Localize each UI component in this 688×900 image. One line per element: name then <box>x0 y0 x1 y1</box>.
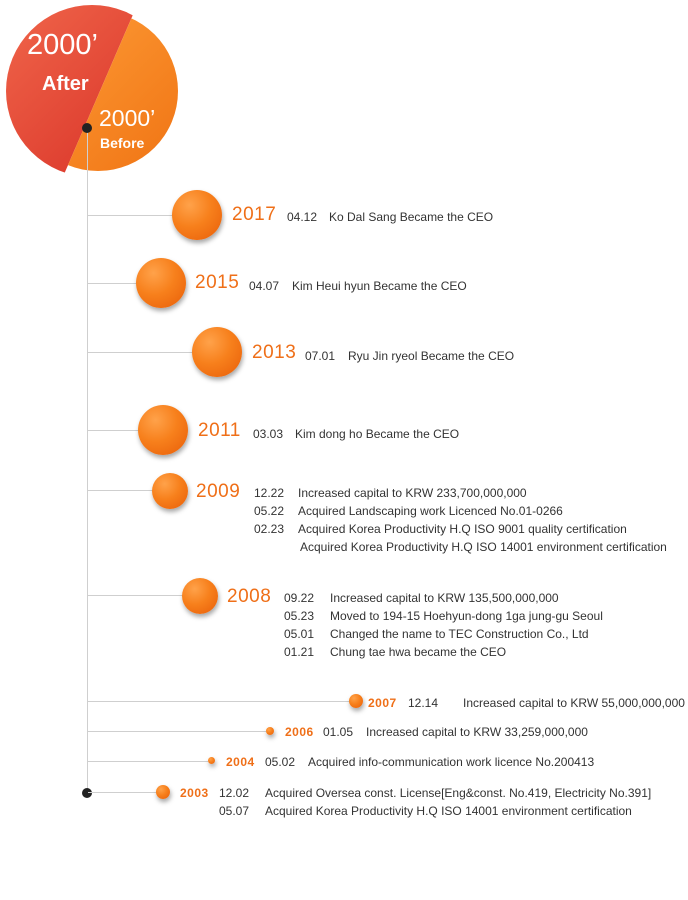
event-date: 12.14 <box>408 696 439 710</box>
year-label: 2017 <box>232 204 277 225</box>
year-label: 2008 <box>227 586 272 607</box>
event-row <box>284 645 506 659</box>
timeline-axis <box>87 128 88 794</box>
year-marker-2003 <box>156 785 170 799</box>
year-label: 2004 <box>226 755 255 769</box>
event-text: Acquired Landscaping work Licenced No.01-0266 <box>298 504 563 518</box>
event-row <box>284 591 559 605</box>
event-row <box>284 609 603 623</box>
event-row <box>249 279 467 293</box>
event-row <box>323 725 588 739</box>
event-row <box>219 804 632 818</box>
event-date: 07.01 <box>305 349 336 363</box>
year-label: 2011 <box>198 420 241 441</box>
event-row <box>219 786 651 800</box>
event-date: 03.03 <box>253 427 284 441</box>
event-text: Moved to 194-15 Hoehyun-dong 1ga jung-gu Seoul <box>330 609 603 623</box>
year-marker-2006 <box>266 727 274 735</box>
connector-line <box>88 701 350 702</box>
event-row <box>254 486 527 500</box>
year-label: 2013 <box>252 342 297 363</box>
event-date: 09.22 <box>284 591 315 605</box>
event-date: 05.07 <box>219 804 250 818</box>
after-label: After <box>42 73 89 95</box>
event-text: Increased capital to KRW 233,700,000,000 <box>298 486 527 500</box>
before-label: Before <box>100 135 145 151</box>
event-date: 05.23 <box>284 609 315 623</box>
year-label: 2007 <box>368 696 397 710</box>
event-row <box>408 696 685 710</box>
event-text: Chung tae hwa became the CEO <box>330 645 507 659</box>
era-toggle-badge[interactable] <box>4 3 180 179</box>
event-date: 02.23 <box>254 522 285 536</box>
year-marker-2011 <box>138 405 188 455</box>
event-row <box>305 349 514 363</box>
event-text: Acquired Oversea const. License[Eng&const. No.419, Electricity No.391] <box>265 786 652 800</box>
connector-line <box>88 352 194 353</box>
connector-line <box>88 761 208 762</box>
year-label: 2003 <box>180 786 209 800</box>
connector-line <box>88 792 158 793</box>
year-label: 2015 <box>195 272 240 293</box>
connector-line <box>88 731 266 732</box>
year-marker-2015 <box>136 258 186 308</box>
event-text: Increased capital to KRW 55,000,000,000 <box>463 696 685 710</box>
year-marker-2008 <box>182 578 218 614</box>
year-label: 2009 <box>196 481 241 502</box>
year-marker-2004 <box>208 757 215 764</box>
event-date: 01.21 <box>284 645 315 659</box>
event-row <box>254 504 563 518</box>
connector-line <box>88 430 140 431</box>
event-text: Kim dong ho Became the CEO <box>295 427 460 441</box>
timeline-start-dot <box>82 123 92 133</box>
event-text: Increased capital to KRW 33,259,000,000 <box>366 725 588 739</box>
event-date: 05.01 <box>284 627 315 641</box>
event-date: 04.12 <box>287 210 318 224</box>
connector-line <box>88 215 176 216</box>
year-label: 2006 <box>285 725 314 739</box>
connector-line <box>88 595 184 596</box>
event-text: Ryu Jin ryeol Became the CEO <box>348 349 515 363</box>
event-text: Acquired info-communication work licence No.200413 <box>308 755 595 769</box>
event-text: Acquired Korea Productivity H.Q ISO 14001 environment certification <box>300 540 667 554</box>
event-text: Acquired Korea Productivity H.Q ISO 9001 quality certification <box>298 522 627 536</box>
event-text: Acquired Korea Productivity H.Q ISO 14001 environment certification <box>265 804 632 818</box>
event-row <box>287 210 493 224</box>
event-date: 05.22 <box>254 504 285 518</box>
connector-line <box>88 490 154 491</box>
year-marker-2017 <box>172 190 222 240</box>
event-date: 12.22 <box>254 486 285 500</box>
event-date: 04.07 <box>249 279 280 293</box>
event-date: 05.02 <box>265 755 296 769</box>
before-year: 2000’ <box>99 105 156 131</box>
event-row <box>265 755 594 769</box>
event-row <box>254 540 667 554</box>
event-text: Ko Dal Sang Became the CEO <box>329 210 494 224</box>
year-marker-2007 <box>349 694 363 708</box>
event-text: Kim Heui hyun Became the CEO <box>292 279 467 293</box>
year-marker-2009 <box>152 473 188 509</box>
event-text: Changed the name to TEC Construction Co., Ltd <box>330 627 589 641</box>
event-date: 12.02 <box>219 786 250 800</box>
year-marker-2013 <box>192 327 242 377</box>
event-row <box>284 627 589 641</box>
event-row <box>254 522 627 536</box>
event-date: 01.05 <box>323 725 354 739</box>
event-row <box>253 427 459 441</box>
connector-line <box>88 283 140 284</box>
timeline-end-dot <box>82 788 92 798</box>
event-text: Increased capital to KRW 135,500,000,000 <box>330 591 559 605</box>
after-year: 2000’ <box>27 29 98 61</box>
